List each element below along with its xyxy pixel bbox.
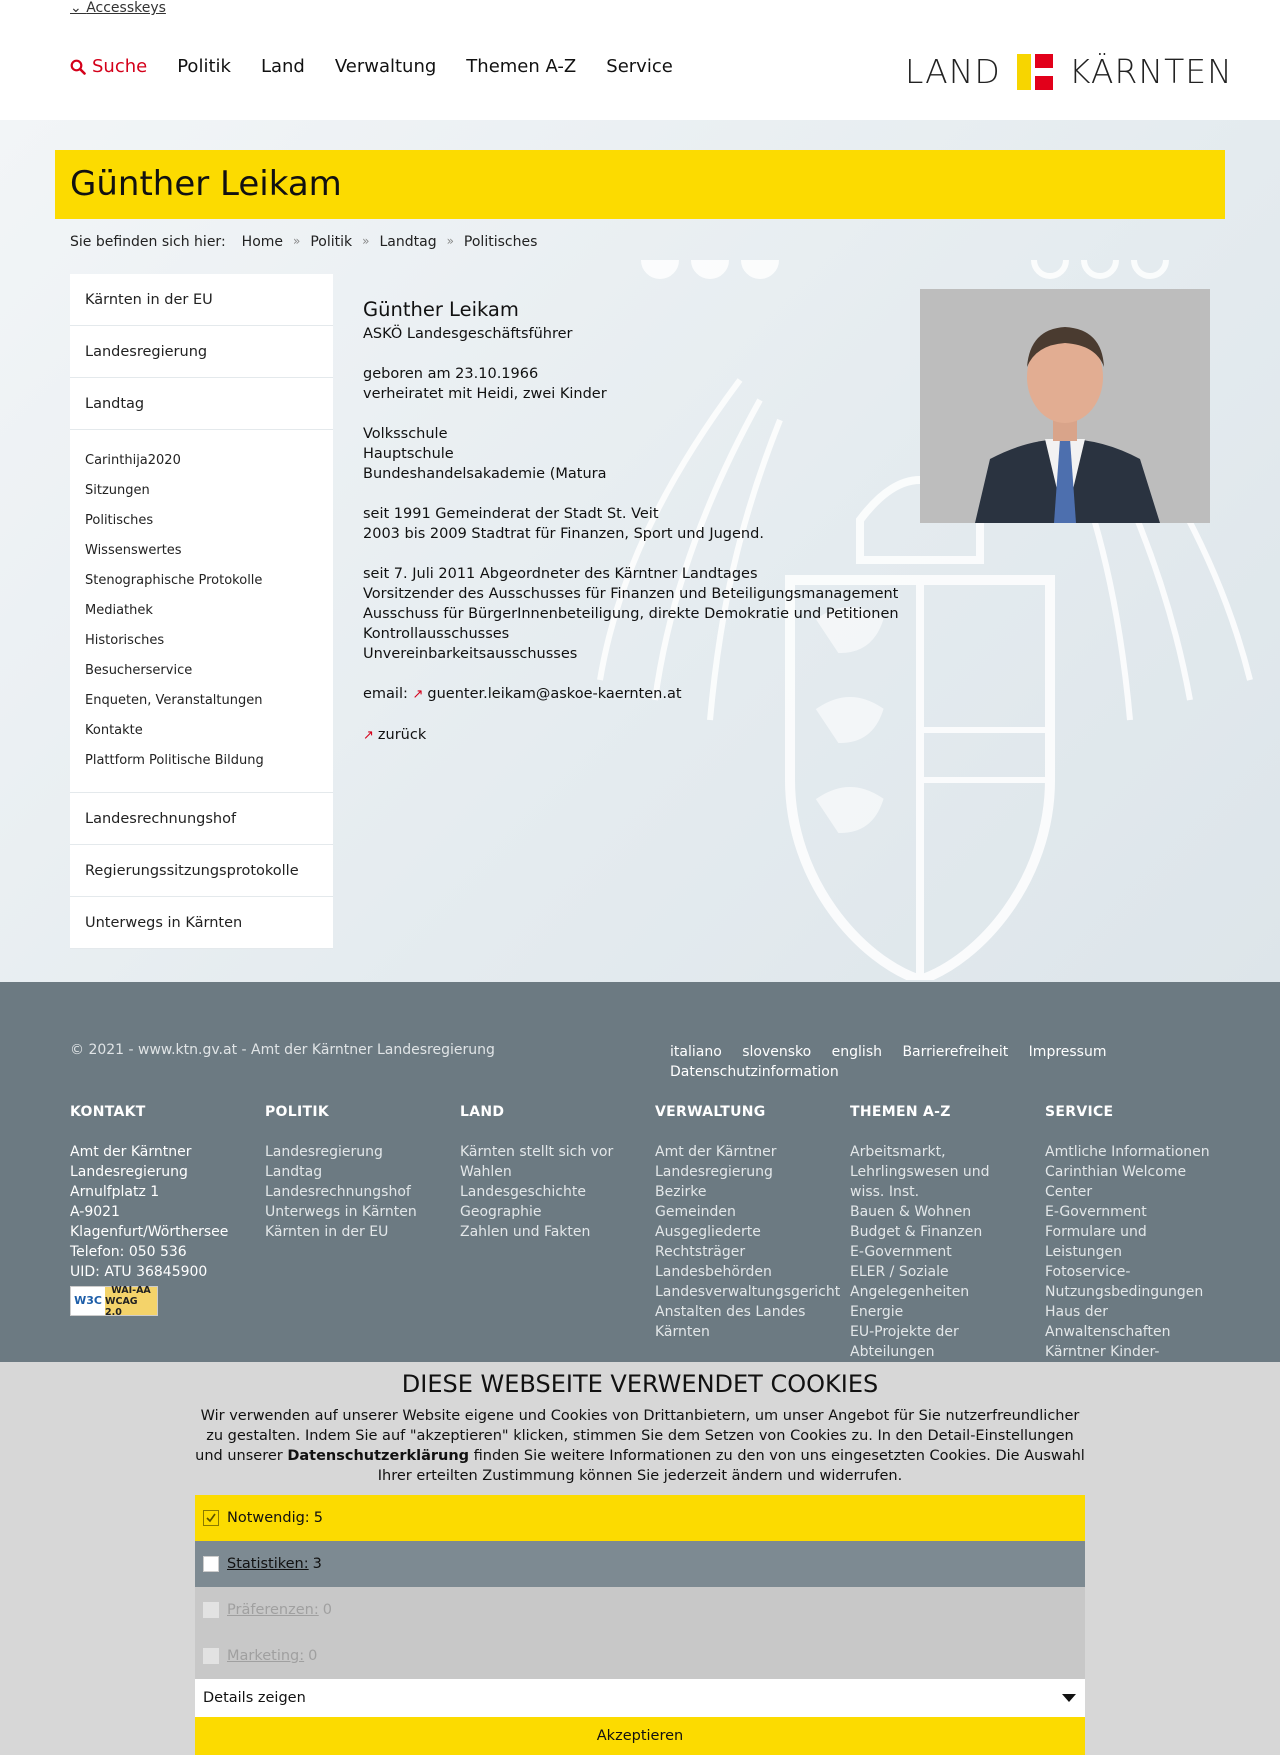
nav-search[interactable] [70,56,147,77]
footer-link[interactable]: Anwaltenschaften [1045,1324,1171,1340]
footer-link[interactable]: Angelegenheiten [850,1284,970,1300]
external-link-icon: ↗ [363,728,374,743]
footer-link[interactable]: Wahlen [460,1164,512,1180]
footer-link[interactable]: Geographie [460,1204,542,1220]
footer-link[interactable]: Bezirke [655,1184,707,1200]
footer-copyright: © 2021 - www.ktn.gv.at - Amt der Kärntner Landesregierung [70,1042,495,1058]
footer-heading: KONTAKT [70,1104,146,1120]
cookie-option-count: 0 [308,1648,318,1664]
cookie-title: DIESE WEBSEITE VERWENDET COOKIES [401,1370,879,1398]
footer-link[interactable]: Lehrlingswesen und [850,1164,990,1180]
cookie-option-count: 0 [322,1602,332,1618]
footer-col-themen [850,1102,1040,1362]
footer-link[interactable]: wiss. Inst. [850,1184,920,1200]
sidebar-item-landesrechnungshof[interactable]: Landesrechnungshof [70,793,333,845]
nav-themen[interactable]: Themen A-Z [466,56,577,77]
footer-link[interactable]: Landesregierung [655,1164,773,1180]
footer-link-slovensko[interactable]: slovensko [742,1044,812,1060]
checkbox-icon[interactable] [203,1602,219,1618]
landtag-line: Unvereinbarkeitsausschusses [363,646,578,662]
career-line: seit 1991 Gemeinderat der Stadt St. Veit [363,506,659,522]
profile-landtag [363,564,903,664]
footer-col-kontakt [70,1102,260,1316]
footer-link[interactable]: Formulare und [1045,1224,1147,1240]
profile-photo [920,289,1210,523]
footer-link-impressum[interactable]: Impressum [1028,1044,1107,1060]
profile-education [363,424,903,484]
breadcrumb-chevron-icon: » [293,234,301,248]
sidebar-subitem[interactable]: Mediathek [85,603,153,618]
footer-heading: THEMEN A-Z [850,1104,951,1120]
education-line: Bundeshandelsakademie (Matura [363,466,607,482]
nav-verwaltung[interactable]: Verwaltung [334,56,437,77]
footer-link[interactable]: Rechtsträger [655,1244,746,1260]
sidebar-subitem[interactable]: Carinthija2020 [85,453,181,468]
footer-link-barrierefreiheit[interactable]: Barrierefreiheit [902,1044,1009,1060]
footer-link-italiano[interactable]: italiano [670,1044,722,1060]
footer-col-verwaltung [655,1102,845,1342]
profile-back [363,725,903,746]
footer-link[interactable]: Center [1045,1184,1093,1200]
cookie-option-marketing[interactable] [195,1633,1085,1679]
sidebar-subnav [70,430,333,793]
caret-down-icon [1061,1693,1077,1703]
footer-link[interactable]: EU-Projekte der [850,1324,959,1340]
breadcrumb-landtag[interactable]: Landtag [379,234,437,250]
footer-link[interactable]: Amtliche Informationen [1045,1144,1210,1160]
education-line: Hauptschule [363,446,454,462]
wcag-badge[interactable] [70,1286,158,1316]
back-link[interactable] [363,727,426,743]
sidebar-item-landesregierung[interactable]: Landesregierung [70,326,333,378]
details-label: Details zeigen [203,1690,306,1706]
footer-text: Amt der Kärntner [70,1144,192,1160]
footer-heading: SERVICE [1045,1104,1114,1120]
footer-text: Klagenfurt/Wörthersee [70,1224,229,1240]
page-title-bar [55,150,1225,219]
cookie-option-statistiken[interactable] [195,1541,1085,1587]
accesskeys-label: Accesskeys [86,0,166,16]
sidebar-subitem[interactable]: Wissenswertes [85,543,182,558]
landtag-line: Kontrollausschusses [363,626,510,642]
landtag-line: seit 7. Juli 2011 Abgeordneter des Kärntner Landtages [363,566,758,582]
footer-link[interactable]: Energie [850,1304,904,1320]
footer-link[interactable]: Landesgeschichte [460,1184,586,1200]
footer-col-land [460,1102,650,1242]
landtag-line: Vorsitzender des Ausschusses für Finanzen und Beteiligungsmanagement [363,586,899,602]
sidebar-subitem[interactable]: Besucherservice [85,663,193,678]
cookie-option-count: 3 [312,1556,322,1572]
email-address: guenter.leikam@askoe-kaernten.at [427,686,682,702]
sidebar-subitem[interactable]: Enqueten, Veranstaltungen [85,693,263,708]
footer-link[interactable]: Arbeitsmarkt, [850,1144,946,1160]
profile-career [363,504,903,544]
nav-service[interactable]: Service [606,56,673,77]
profile-birth: geboren am 23.10.1966 [363,366,539,382]
cookie-option-praeferenzen[interactable] [195,1587,1085,1633]
back-label: zurück [377,727,427,743]
footer-link[interactable]: Kärnten in der EU [265,1224,389,1240]
email-link[interactable] [412,686,681,702]
footer-col-service [1045,1102,1245,1362]
sidebar-item-landtag[interactable]: Landtag [70,378,333,430]
sidebar [70,274,333,949]
footer-heading: VERWALTUNG [655,1104,766,1120]
cookie-option-notwendig[interactable] [195,1495,1085,1541]
footer-text: Landesregierung [70,1164,188,1180]
cookie-text [195,1406,1085,1486]
footer-text: Telefon: 050 536 [70,1244,187,1260]
nav-politik[interactable]: Politik [177,56,231,77]
footer-text: UID: ATU 36845900 [70,1264,208,1280]
breadcrumb-prefix: Sie befinden sich hier: [70,234,226,250]
career-line: 2003 bis 2009 Stadtrat für Finanzen, Sport und Jugend. [363,526,764,542]
footer-link[interactable]: Carinthian Welcome [1045,1164,1187,1180]
footer-link[interactable]: Ausgegliederte [655,1224,761,1240]
cookie-text-part: finden Sie weitere Informationen zu den von uns eingesetzten Cookies. Die Auswahl Ihrer erteilten Zustimmung können Sie jederzeit ändern und widerrufen. [377,1448,1085,1484]
footer-link[interactable]: Anstalten des Landes [655,1304,806,1320]
sidebar-subitem[interactable]: Stenographische Protokolle [85,573,263,588]
breadcrumb-chevron-icon: » [446,234,454,248]
footer-link[interactable]: Abteilungen [850,1344,935,1360]
privacy-policy-link[interactable]: Datenschutzerklärung [287,1448,470,1464]
external-link-icon: ↗ [412,687,424,702]
footer-link[interactable]: E-Government [850,1244,952,1260]
accesskeys-link[interactable]: ⌄ Accesskeys [70,0,166,16]
footer-link[interactable]: Landesregierung [265,1144,383,1160]
footer-text: Arnulfplatz 1 [70,1184,160,1200]
person-portrait-icon [920,289,1210,523]
footer-link[interactable]: Landesverwaltungsgericht [655,1284,841,1300]
education-line: Volksschule [363,426,448,442]
footer-heading: LAND [460,1104,505,1120]
footer-link[interactable]: ELER / Soziale [850,1264,949,1280]
logo-mark-icon [1017,54,1053,90]
footer-link[interactable]: Gemeinden [655,1204,736,1220]
breadcrumb-home[interactable]: Home [241,234,284,250]
footer-link[interactable]: Landtag [265,1164,323,1180]
profile-content [363,300,903,766]
footer [0,982,1280,1362]
sidebar-item-eu[interactable]: Kärnten in der EU [70,274,333,326]
cookie-option-count: 5 [313,1510,323,1526]
cookie-option-label[interactable]: Statistiken: [227,1556,309,1572]
checkbox-icon[interactable] [203,1648,219,1664]
footer-link[interactable]: Amt der Kärntner [655,1144,777,1160]
profile-family: verheiratet mit Heidi, zwei Kinder [363,386,607,402]
cookie-text-part: Wir verwenden auf unserer Website eigene und Cookies von Drittanbietern, um unser Angebot für Sie nutzerfreundlicher zu gestalten. Indem Sie auf "akzeptieren" klicken, stimmen Sie dem Setzen von Cookies zu. In den Detail-Einstellungen und unserer [195,1408,1080,1464]
sidebar-subitem[interactable]: Historisches [85,633,165,648]
footer-link[interactable]: Landesbehörden [655,1264,772,1280]
cookie-option-label[interactable]: Marketing: [227,1648,305,1664]
footer-link-english[interactable]: english [831,1044,882,1060]
footer-link[interactable]: Leistungen [1045,1244,1122,1260]
page-title: Günther Leikam [70,164,342,204]
footer-link[interactable]: Nutzungsbedingungen [1045,1284,1204,1300]
sidebar-subitem[interactable]: Politisches [85,513,154,528]
main-nav [70,56,673,77]
land-kaernten-logo[interactable] [905,52,1233,91]
landtag-line: Ausschuss für BürgerInnenbeteiligung, direkte Demokratie und Petitionen [363,606,899,622]
logo-text-right: KÄRNTEN [1068,52,1233,91]
footer-link[interactable]: Unterwegs in Kärnten [265,1204,417,1220]
footer-link[interactable]: Landesrechnungshof [265,1184,411,1200]
breadcrumb-politisches[interactable]: Politisches [463,234,538,250]
sidebar-item-unterwegs[interactable]: Unterwegs in Kärnten [70,897,333,949]
profile-personal [363,364,903,404]
cookie-option-label: Notwendig: [227,1510,310,1526]
accept-label: Akzeptieren [596,1728,684,1744]
profile-role: ASKÖ Landesgeschäftsführer [363,326,573,342]
w3c-logo-icon: W3C [71,1287,105,1315]
nav-land[interactable]: Land [260,56,305,77]
profile-name: Günther Leikam [363,298,519,321]
logo-text-left: LAND [905,52,1001,91]
cookie-accept-button[interactable] [195,1717,1085,1755]
footer-link[interactable]: Kärntner Kinder- [1045,1344,1160,1360]
checkbox-checked-icon[interactable] [203,1510,219,1526]
breadcrumb-politik[interactable]: Politik [310,234,353,250]
footer-link[interactable]: Zahlen und Fakten [460,1224,591,1240]
footer-text: A-9021 [70,1204,120,1220]
checkbox-icon[interactable] [203,1556,219,1572]
sidebar-item-regierungssitzungsprotokolle[interactable]: Regierungssitzungsprotokolle [70,845,333,897]
profile-email [363,684,903,705]
cookie-details-toggle[interactable] [195,1679,1085,1717]
nav-search-label: Suche [92,56,148,77]
footer-col-politik [265,1102,455,1242]
footer-link[interactable]: Haus der [1045,1304,1108,1320]
sidebar-subitem[interactable]: Plattform Politische Bildung [85,753,264,768]
footer-heading: POLITIK [265,1104,329,1120]
footer-link[interactable]: E-Government [1045,1204,1147,1220]
email-label: email: [363,686,408,702]
search-icon [70,59,86,75]
footer-links [670,1042,1120,1082]
footer-link[interactable]: Kärnten stellt sich vor [460,1144,614,1160]
wcag-label: WAI-AA WCAG 2.0 [105,1287,157,1315]
cookie-option-label[interactable]: Präferenzen: [227,1602,319,1618]
footer-link[interactable]: Fotoservice- [1045,1264,1131,1280]
footer-link[interactable]: Bauen & Wohnen [850,1204,972,1220]
sidebar-subitem[interactable]: Sitzungen [85,483,150,498]
breadcrumb [70,234,537,250]
footer-link[interactable]: Budget & Finanzen [850,1224,983,1240]
breadcrumb-chevron-icon: » [362,234,370,248]
footer-link-datenschutz[interactable]: Datenschutzinformation [670,1064,839,1080]
sidebar-subitem[interactable]: Kontakte [85,723,143,738]
footer-link[interactable]: Kärnten [655,1324,710,1340]
